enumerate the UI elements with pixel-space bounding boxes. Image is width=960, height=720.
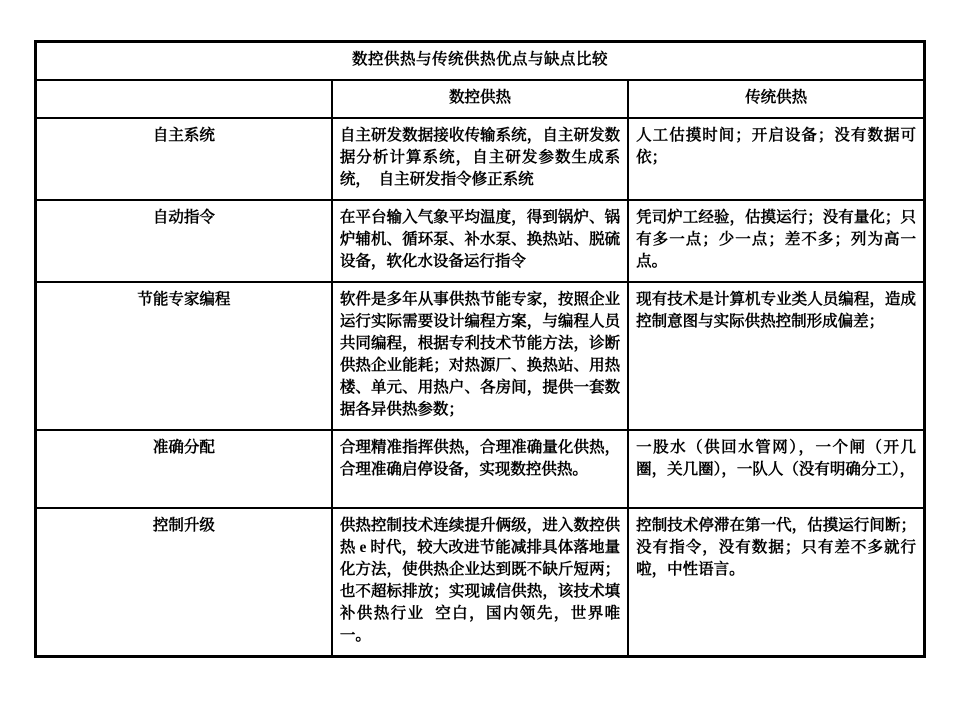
row-label-independent-system: 自主系统 — [36, 118, 332, 200]
row-old-independent-system: 人工估摸时间；开启设备；没有数据可依； — [628, 118, 924, 200]
row-old-control-upgrade: 控制技术停滞在第一代，估摸运行间断；没有指令，没有数据；只有差不多就行啦，中性语言。 — [628, 508, 924, 657]
row-new-independent-system: 自主研发数据接收传输系统，自主研发数据分析计算系统，自主研发参数生成系统， 自主研发指令修正系统 — [332, 118, 628, 200]
row-new-auto-command: 在平台输入气象平均温度，得到锅炉、锅炉辅机、循环泵、补水泵、换热站、脱硫设备，软化水设备运行指令 — [332, 200, 628, 282]
table-title: 数控供热与传统供热优点与缺点比较 — [36, 42, 925, 81]
comparison-table — [34, 40, 926, 658]
table-row — [36, 508, 925, 657]
table-title-row — [36, 42, 925, 81]
table-row — [36, 118, 925, 200]
row-label-auto-command: 自动指令 — [36, 200, 332, 282]
header-new-heating: 数控供热 — [332, 80, 628, 118]
row-label-accurate-allocation: 准确分配 — [36, 430, 332, 508]
row-new-energy-expert-programming: 软件是多年从事供热节能专家，按照企业运行实际需要设计编程方案，与编程人员共同编程，根据专利技术节能方法，诊断供热企业能耗；对热源厂、换热站、用热楼、单元、用热户、各房间，提供一套数据各异供热参数； — [332, 282, 628, 430]
table-row — [36, 200, 925, 282]
header-label-blank — [36, 80, 332, 118]
row-old-accurate-allocation: 一股水（供回水管网），一个闸（开几圈，关几圈），一队人（没有明确分工）， — [628, 430, 924, 508]
table-row — [36, 430, 925, 508]
row-label-energy-expert-programming: 节能专家编程 — [36, 282, 332, 430]
row-old-auto-command: 凭司炉工经验，估摸运行；没有量化；只有多一点；少一点；差不多；列为高一点。 — [628, 200, 924, 282]
table-header-row — [36, 80, 925, 118]
table-row — [36, 282, 925, 430]
row-old-energy-expert-programming: 现有技术是计算机专业类人员编程，造成控制意图与实际供热控制形成偏差； — [628, 282, 924, 430]
row-new-accurate-allocation: 合理精准指挥供热，合理准确量化供热，合理准确启停设备，实现数控供热。 — [332, 430, 628, 508]
row-label-control-upgrade: 控制升级 — [36, 508, 332, 657]
row-new-control-upgrade: 供热控制技术连续提升俩级，进入数控供热 e 时代，较大改进节能减排具体落地量化方法，使供热企业达到既不缺斤短两；也不超标排放；实现诚信供热，该技术填补供热行业 空白，国内领先，世界唯一。 — [332, 508, 628, 657]
header-traditional-heating: 传统供热 — [628, 80, 924, 118]
